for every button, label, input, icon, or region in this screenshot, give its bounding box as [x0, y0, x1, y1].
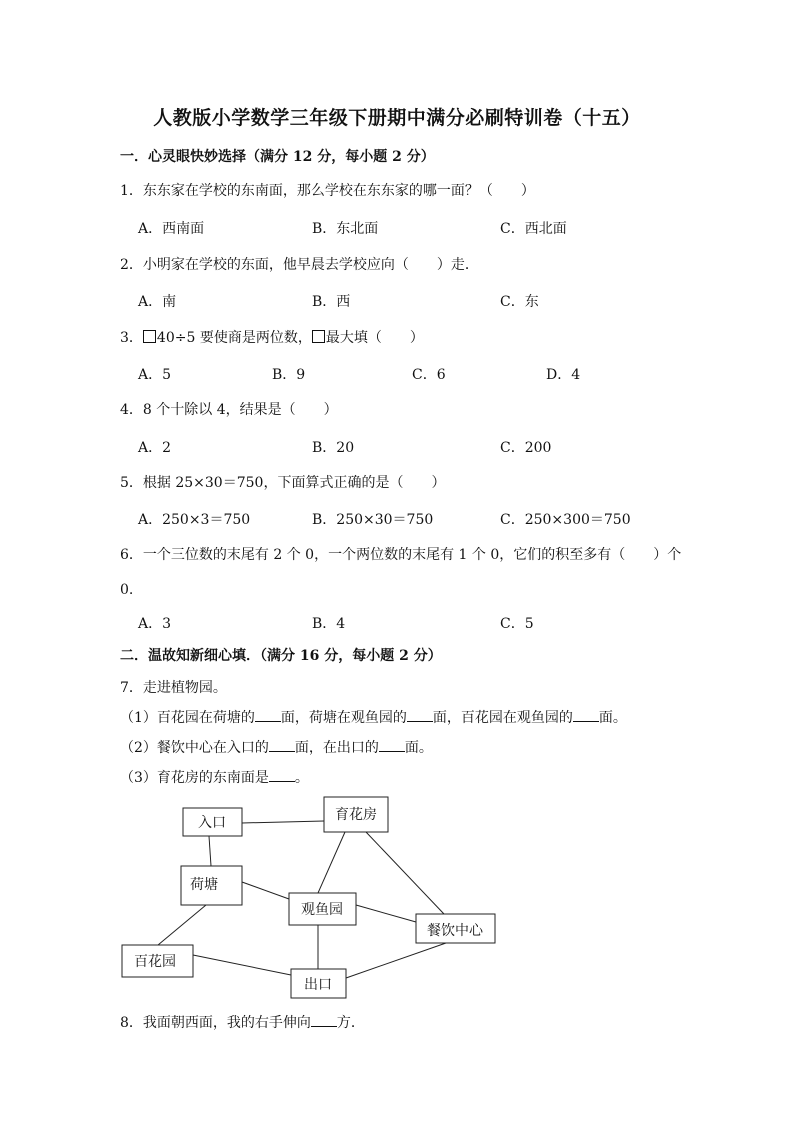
path-pond-fish [242, 882, 289, 899]
q4-option-c[interactable]: C．200 [500, 440, 552, 456]
map-label-dining: 餐饮中心 [427, 923, 483, 939]
question-4: 4．8 个十除以 4，结果是（ ） [120, 402, 338, 418]
q1-option-c[interactable]: C．西北面 [500, 221, 567, 237]
question-3: 3． 40÷5 要使商是两位数， 最大填（ ） [120, 330, 424, 346]
question-5: 5．根据 25×30＝750，下面算式正确的是（ ） [120, 475, 446, 491]
q1-option-b[interactable]: B．东北面 [312, 221, 379, 237]
map-label-flowerhouse: 育花房 [335, 807, 377, 823]
q2-option-a[interactable]: A．南 [138, 294, 177, 310]
path-fish-dining [356, 905, 416, 922]
question-2: 2．小明家在学校的东面，他早晨去学校应向（ ）走． [120, 257, 479, 273]
question-6-continued: 0. [120, 582, 134, 598]
q3-option-b[interactable]: B．9 [272, 367, 306, 383]
q6-option-c[interactable]: C．5 [500, 616, 534, 632]
question-1: 1．东东家在学校的东南面，那么学校在东东家的哪一面？（ ） [120, 183, 535, 199]
path-flowerhouse-dining [366, 832, 444, 914]
q7-sub-1: （1）百花园在荷塘的 面，荷塘在观鱼园的 面，百花园在观鱼园的 面。 [120, 707, 627, 727]
q5-option-b[interactable]: B．250×30＝750 [312, 512, 434, 528]
path-garden-exit [193, 955, 291, 975]
q4-option-a[interactable]: A．2 [138, 440, 172, 456]
question-7: 7．走进植物园。 [120, 680, 227, 696]
map-label-fish: 观鱼园 [301, 902, 343, 918]
question-8: 8．我面朝西面，我的右手伸向 方． [120, 1012, 365, 1032]
section-2-heading: 二．温故知新细心填．（满分 16 分，每小题 2 分） [120, 648, 442, 664]
q5-option-c[interactable]: C．250×300＝750 [500, 512, 631, 528]
answer-blank[interactable] [311, 1012, 337, 1027]
q4-option-b[interactable]: B．20 [312, 440, 355, 456]
q2-option-b[interactable]: B．西 [312, 294, 351, 310]
q3-option-a[interactable]: A．5 [138, 367, 172, 383]
path-flowerhouse-fish [318, 832, 345, 893]
map-label-entrance: 入口 [198, 815, 226, 831]
map-label-pond: 荷塘 [190, 877, 218, 893]
path-entrance-pond [209, 836, 211, 866]
q3-option-d[interactable]: D．4 [546, 367, 581, 383]
q2-option-c[interactable]: C．东 [500, 294, 539, 310]
q7-sub-3: （3）育花房的东南面是 。 [120, 767, 309, 787]
q5-option-a[interactable]: A．250×3＝750 [138, 512, 251, 528]
q1-option-a[interactable]: A．西南面 [138, 221, 205, 237]
map-label-exit: 出口 [304, 977, 332, 993]
map-label-garden: 百花园 [134, 954, 176, 970]
path-pond-garden [158, 905, 206, 945]
path-exit-dining [346, 943, 446, 978]
question-6: 6．一个三位数的末尾有 2 个 0，一个两位数的末尾有 1 个 0，它们的积至多有（ ）个 [120, 547, 682, 563]
q6-option-b[interactable]: B．4 [312, 616, 346, 632]
section-1-heading: 一．心灵眼快妙选择（满分 12 分，每小题 2 分） [120, 149, 435, 165]
path-entrance-flowerhouse [242, 821, 324, 823]
page-title: 人教版小学数学三年级下册期中满分必刷特训卷（十五） [153, 107, 641, 129]
q3-option-c[interactable]: C．6 [412, 367, 446, 383]
q6-option-a[interactable]: A．3 [138, 616, 172, 632]
q7-sub-2: （2）餐饮中心在入口的 面，在出口的 面。 [120, 737, 433, 757]
